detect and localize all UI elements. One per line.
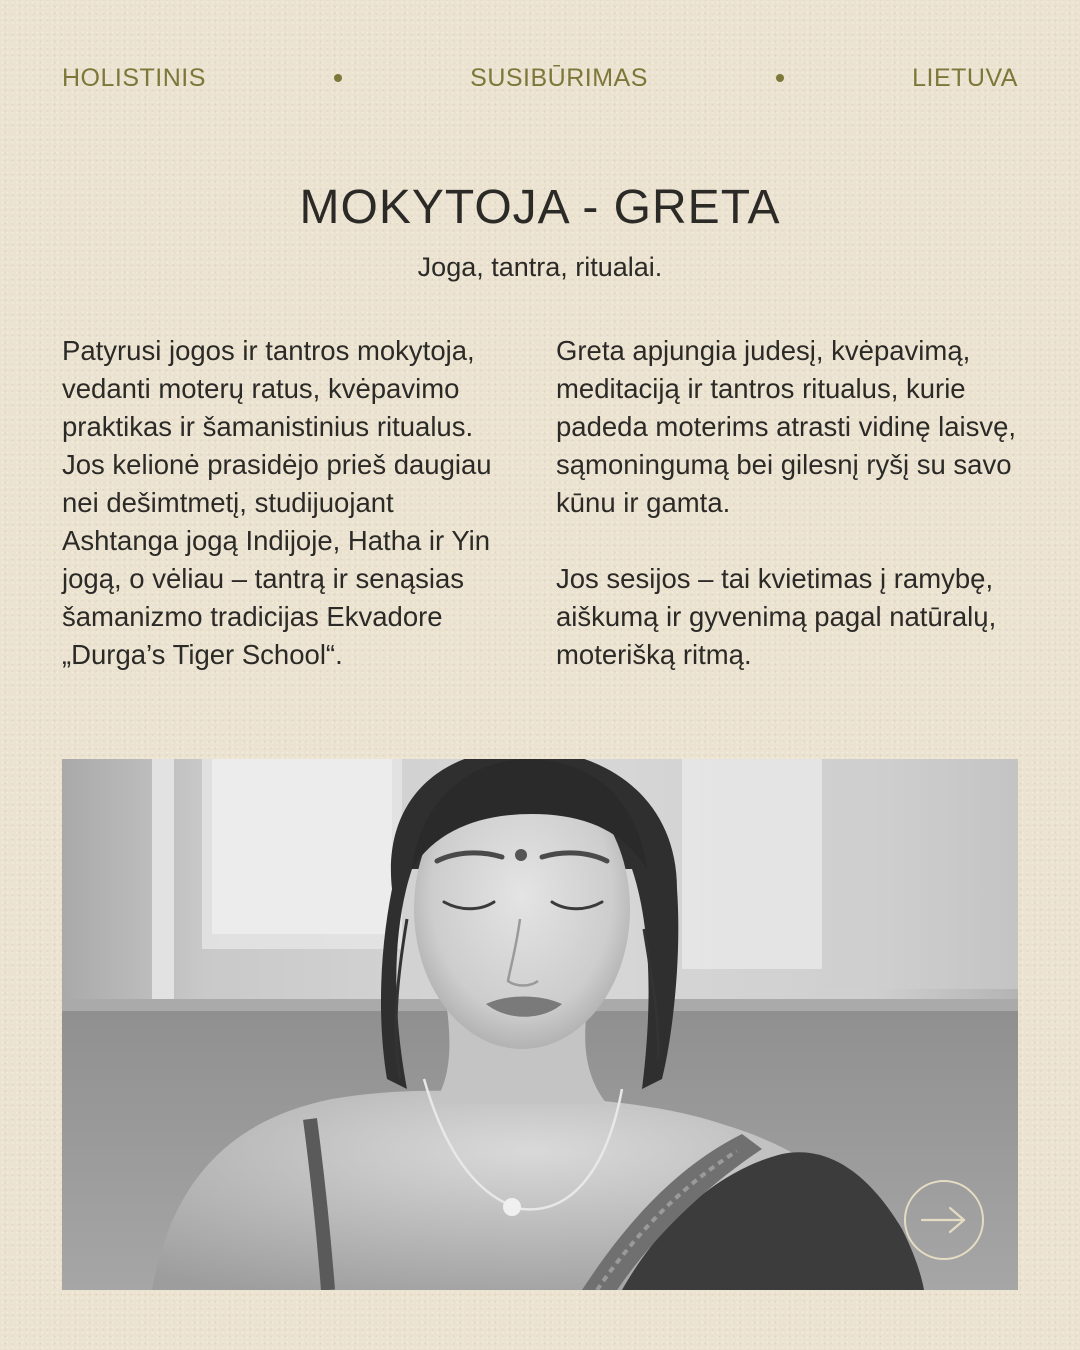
header-center-word: SUSIBŪRIMAS bbox=[470, 63, 648, 92]
bio-paragraph: Greta apjungia judesį, kvėpavimą, meditaciją ir tantros ritualus, kurie padeda moterims atrasti vidinę laisvę, sąmoningumą bei gilesnį ryšį su savo kūnu ir gamta. bbox=[556, 335, 1017, 518]
bio-column-left bbox=[62, 332, 502, 712]
bio-paragraph: Patyrusi jogos ir tantros mokytoja, vedanti moterų ratus, kvėpavimo praktikas ir šamanistinius ritualus. Jos kelionė prasidėjo prieš daugiau nei dešimtmetį, studijuojant Ashtanga jogą Indijoje, Hatha ir Yin jogą, o vėliau – tantrą ir senąsias šamanizmo tradicijas Ekvadore „Durga’s Tiger School“. bbox=[62, 335, 492, 670]
top-bar bbox=[62, 60, 1018, 96]
header-left-word: HOLISTINIS bbox=[62, 63, 206, 92]
next-slide-button[interactable] bbox=[904, 1180, 984, 1260]
arrow-right-icon bbox=[920, 1206, 968, 1234]
dot-icon bbox=[776, 74, 784, 82]
bio-column-right bbox=[556, 332, 1026, 712]
dot-icon bbox=[334, 74, 342, 82]
teacher-portrait-photo bbox=[62, 759, 1018, 1290]
page-subtitle: Joga, tantra, ritualai. bbox=[417, 252, 663, 282]
page-title: MOKYTOJA - GRETA bbox=[299, 181, 781, 234]
bio-paragraph: Jos sesijos – tai kvietimas į ramybę, aiškumą ir gyvenimą pagal natūralų, moterišką ritmą. bbox=[556, 563, 997, 670]
header-right-word: LIETUVA bbox=[912, 63, 1018, 92]
